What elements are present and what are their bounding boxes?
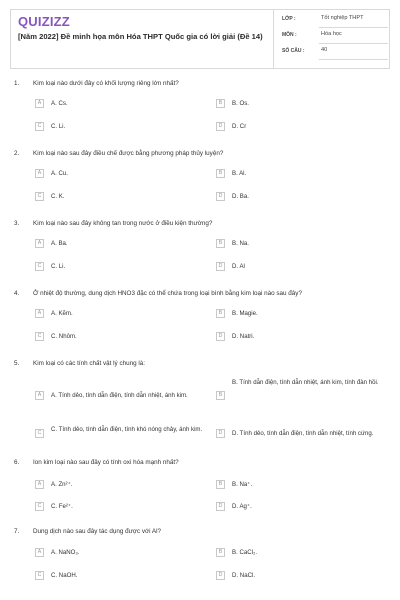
meta-grade-value: Tốt nghiệp THPT [321,15,364,21]
option-text: C. NaOH. [51,572,78,579]
meta-grade-line [319,27,388,28]
option-letter-box: A [35,391,44,400]
question-text: Dung dịch nào sau đây tác dụng được với Al? [33,528,161,535]
question-text: Kim loại nào sau đây không tan trong nước ở điều kiện thường? [33,220,213,227]
option-letter-box: C [35,429,44,438]
option-letter-box: B [216,480,225,489]
question-text: Ở nhiệt độ thường, dung dịch HNO3 đặc có thể chứa trong loại bình bằng kim loại nào sau đây? [33,290,302,297]
option-letter-box: B [216,239,225,248]
quizizz-logo: QUIZIZZ [18,14,70,29]
option-letter-box: D [216,429,225,438]
option-letter-box: D [216,502,225,511]
meta-count-label: SỐ CÂU : [282,48,305,54]
option-text: B. Magie. [232,310,258,317]
option-text: D. Tính dẻo, tính dẫn điện, tính dẫn nhiệt, tính cứng. [232,430,374,437]
meta-count-value: 40 [321,47,328,53]
meta-subject-label: MÔN : [282,32,297,38]
option-text: B. CaCl₂. [232,549,258,556]
question-number: 1. [14,80,20,87]
question-text: Ion kim loại nào sau đây có tính oxi hóa mạnh nhất? [33,459,179,466]
option-letter-box: D [216,122,225,131]
option-letter-box: A [35,239,44,248]
meta-count [282,46,388,60]
option-text: B. Al. [232,170,247,177]
option-text: D. NaCl. [232,572,256,579]
option-text: B. Na. [232,240,249,247]
question-number: 4. [14,290,20,297]
option-text: B. Os. [232,100,249,107]
header-divider [273,10,274,68]
option-text: A. Tính dẻo, tính dẫn điện, tính dẫn nhiệt, ánh kim. [51,392,188,399]
option-text: C. Fe²⁺. [51,503,73,510]
option-text: C. Nhôm. [51,333,77,340]
option-text: D. Al [232,263,245,270]
option-text: D. Ba. [232,193,249,200]
question-text: Kim loại nào dưới đây có khối lượng riêng lớn nhất? [33,80,179,87]
meta-subject-value: Hóa học [321,31,342,37]
option-text: B. Na⁺. [232,481,253,488]
option-text: A. Kẽm. [51,310,73,317]
option-letter-box: A [35,99,44,108]
option-text: B. Tính dẫn điện, tính dẫn nhiệt, ánh kim, tính đàn hồi. [232,379,379,386]
meta-subject [282,30,388,44]
option-text: C. Tính dẻo, tính dẫn điện, tính khó nóng chảy, ánh kim. [51,426,203,433]
option-letter-box: D [216,332,225,341]
document-header [10,9,390,69]
option-letter-box: B [216,169,225,178]
option-letter-box: A [35,480,44,489]
option-letter-box: C [35,502,44,511]
meta-grade [282,14,388,28]
option-letter-box: C [35,192,44,201]
option-text: A. Ba. [51,240,68,247]
option-letter-box: A [35,169,44,178]
option-text: D. Cr [232,123,247,130]
option-text: D. Natri. [232,333,255,340]
option-letter-box: A [35,548,44,557]
option-letter-box: D [216,571,225,580]
question-number: 3. [14,220,20,227]
question-text: Kim loại có các tính chất vật lý chung là: [33,360,146,367]
question-number: 2. [14,150,20,157]
option-text: C. K. [51,193,65,200]
option-text: A. Cs. [51,100,68,107]
option-text: A. Zn²⁺. [51,481,73,488]
meta-grade-label: LỚP : [282,16,296,22]
option-letter-box: B [216,548,225,557]
question-number: 7. [14,528,20,535]
option-letter-box: B [216,99,225,108]
option-letter-box: B [216,309,225,318]
option-text: A. Cu. [51,170,68,177]
option-letter-box: C [35,262,44,271]
document-title: [Năm 2022] Đề minh họa môn Hóa THPT Quốc gia có lời giải (Đề 14) [18,32,263,41]
option-text: D. Ag⁺. [232,503,252,510]
option-text: C. Li. [51,123,66,130]
option-letter-box: C [35,332,44,341]
option-text: A. NaNO₃. [51,549,80,556]
meta-count-line [319,59,388,60]
option-letter-box: A [35,309,44,318]
option-letter-box: C [35,122,44,131]
question-text: Kim loại nào sau đây điều chế được bằng phương pháp thủy luyện? [33,150,224,157]
option-letter-box: B [216,391,225,400]
question-number: 5. [14,360,20,367]
option-letter-box: C [35,571,44,580]
option-letter-box: D [216,192,225,201]
option-letter-box: D [216,262,225,271]
meta-subject-line [319,43,388,44]
question-number: 6. [14,459,20,466]
option-text: C. Li. [51,263,66,270]
